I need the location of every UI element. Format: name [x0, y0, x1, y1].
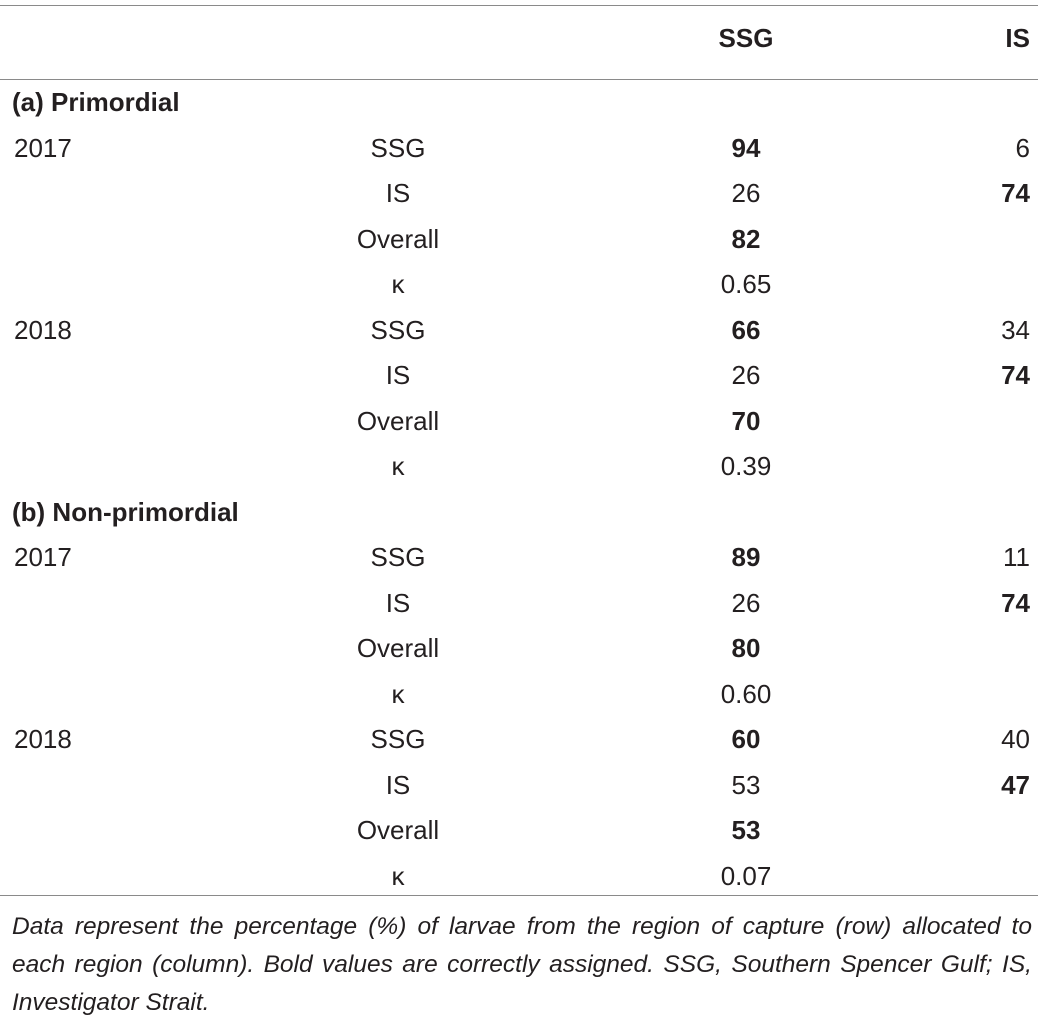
is-value-cell: 6 — [1015, 132, 1030, 163]
ssg-value-cell: 0.60 — [720, 678, 772, 709]
is-value-cell: 34 — [1001, 314, 1030, 345]
is-value-cell: 40 — [1001, 724, 1030, 754]
statistic-cell: Overall — [356, 223, 440, 254]
statistic-cell: SSG — [370, 542, 426, 572]
table-row — [0, 763, 1038, 808]
year-cell: 2018 — [14, 314, 72, 345]
ssg-value-cell: 26 — [731, 360, 761, 390]
statistic-cell: IS — [385, 587, 411, 618]
year-cell: 2018 — [14, 724, 72, 754]
is-value-cell: 74 — [1001, 587, 1030, 618]
ssg-value-cell: 89 — [731, 542, 761, 572]
table-bottom-rule — [0, 895, 1038, 896]
table-row — [0, 581, 1038, 626]
ssg-value-cell: 60 — [731, 724, 761, 754]
ssg-value-cell: 80 — [731, 633, 761, 663]
table-row — [0, 808, 1038, 853]
ssg-value-cell: 70 — [731, 405, 761, 436]
statistic-cell: SSG — [370, 314, 426, 345]
statistic-cell: κ — [391, 451, 405, 481]
table-row — [0, 535, 1038, 580]
ssg-value-cell: 0.65 — [720, 269, 772, 299]
section-title: (a) Primordial — [12, 87, 180, 117]
statistic-cell: κ — [391, 678, 405, 709]
statistic-cell: IS — [385, 360, 411, 390]
column-header-is: IS — [1005, 23, 1030, 53]
column-header-ssg: SSG — [718, 23, 774, 53]
ssg-value-cell: 0.07 — [720, 860, 772, 891]
ssg-value-cell: 94 — [731, 132, 761, 163]
statistic-cell: SSG — [370, 132, 426, 163]
table-row — [0, 717, 1038, 762]
is-value-cell: 11 — [1003, 542, 1030, 572]
is-value-cell: 74 — [1001, 178, 1030, 208]
table-row — [0, 854, 1038, 899]
table-row — [0, 262, 1038, 307]
table-row — [0, 672, 1038, 717]
statistic-cell: Overall — [356, 633, 440, 663]
ssg-value-cell: 26 — [731, 178, 761, 208]
statistic-cell: κ — [391, 860, 405, 891]
ssg-value-cell: 53 — [731, 815, 761, 845]
table-footnote: Data represent the percentage (%) of larvae from the region of capture (row) allocated to each region (column). Bold values are correctly assigned. SSG, Southern Spencer Gulf; IS, Investigator Strait. — [12, 913, 1032, 1016]
statistic-cell: Overall — [356, 815, 440, 845]
table-row — [0, 353, 1038, 398]
is-value-cell: 47 — [1001, 769, 1030, 800]
ssg-value-cell: 0.39 — [720, 451, 772, 481]
statistic-cell: κ — [391, 269, 405, 299]
table-row — [0, 126, 1038, 171]
ssg-value-cell: 26 — [731, 587, 761, 618]
ssg-value-cell: 82 — [731, 223, 761, 254]
ssg-value-cell: 66 — [731, 314, 761, 345]
year-cell: 2017 — [14, 132, 72, 163]
table-row — [0, 626, 1038, 671]
statistic-cell: SSG — [370, 724, 426, 754]
ssg-value-cell: 53 — [731, 769, 761, 800]
table-row — [0, 217, 1038, 262]
table-header-row — [0, 16, 1038, 61]
section-title: (b) Non-primordial — [12, 496, 239, 527]
year-cell: 2017 — [14, 542, 72, 572]
statistic-cell: IS — [385, 769, 411, 800]
table-row — [0, 171, 1038, 216]
statistic-cell: Overall — [356, 405, 440, 436]
table-top-rule — [0, 5, 1038, 6]
table-row — [0, 308, 1038, 353]
table-row — [0, 444, 1038, 489]
table-row — [0, 399, 1038, 444]
statistic-cell: IS — [385, 178, 411, 208]
is-value-cell: 74 — [1001, 360, 1030, 390]
